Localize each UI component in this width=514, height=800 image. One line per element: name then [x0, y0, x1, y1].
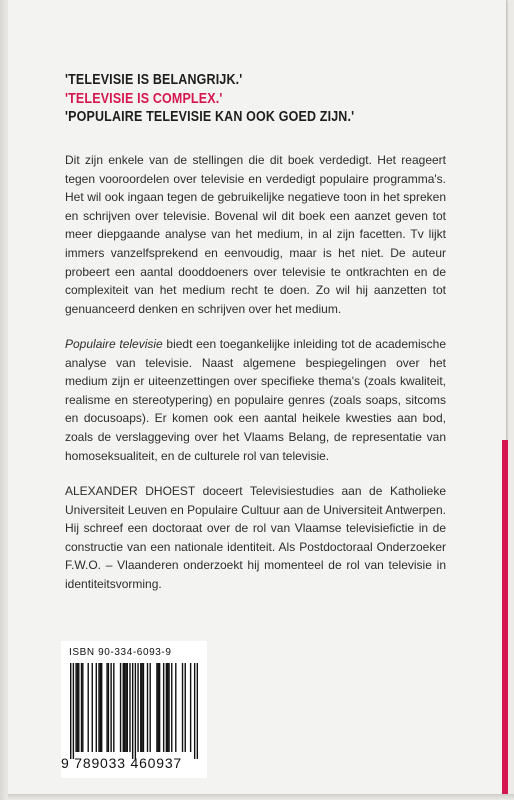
- barcode-bar: [159, 663, 160, 752]
- slogan-complex: 'TELEVISIE IS COMPLEX.': [65, 90, 223, 107]
- book-title: Populaire televisie: [65, 337, 163, 351]
- slogan-populair: 'POPULAIRE TELEVISIE KAN OOK GOED ZIJN.': [65, 109, 355, 125]
- barcode-bar: [82, 663, 83, 752]
- ean-digits: 9 789033 460937: [61, 755, 182, 771]
- barcode-bar: [185, 663, 186, 752]
- slogans: [65, 71, 354, 127]
- barcode-bars: [70, 663, 198, 759]
- barcode-bar: [92, 663, 93, 752]
- barcode-bar: [135, 663, 136, 759]
- barcode-bar: [125, 663, 126, 752]
- spine-shadow: [0, 0, 8, 800]
- barcode-bar: [101, 663, 102, 752]
- barcode-bar: [171, 663, 172, 752]
- barcode-bar: [166, 663, 167, 752]
- barcode-bar: [194, 663, 195, 759]
- barcode-bar: [75, 663, 76, 752]
- paragraph-book: [65, 335, 446, 465]
- barcode-bar: [158, 663, 159, 752]
- barcode-bar: [108, 663, 109, 752]
- barcode-bar: [113, 663, 114, 752]
- barcode-bar: [124, 663, 125, 752]
- barcode-bar: [140, 663, 141, 752]
- barcode-bar: [147, 663, 148, 752]
- barcode-bar: [96, 663, 97, 752]
- barcode-bar: [73, 663, 74, 759]
- barcode-bar: [168, 663, 169, 752]
- barcode-bar: [141, 663, 142, 752]
- barcode-bar: [182, 663, 183, 752]
- barcode-bar: [197, 663, 198, 759]
- barcode-bar: [98, 663, 99, 752]
- barcode-bar: [120, 663, 121, 752]
- accent-bar: [502, 440, 508, 794]
- paragraph-intro: Dit zijn enkele van de stellingen die dit boek verdedigt. Het reageert tegen vooroordelen over televisie en verdedigt populaire programma's. Het wil ook ingaan tegen de gebruikelijke negatieve toon in het spreken en schrijven over televisie. Bovenal wil dit boek een aanzet geven tot meer diepgaande analyse van het medium, in al zijn facetten. Tv lijkt immers vanzelfsprekend en eenvoudig, maar is het niet. De auteur probeert een aantal dooddoeners over televisie te ontkrachten en de complexiteit van het medium recht te doen. Zo wil hij aanzetten tot genuanceerd denken en schrijven over het medium.: [65, 153, 446, 316]
- barcode: [61, 641, 207, 778]
- barcode-bar: [190, 663, 191, 752]
- paragraph-author: ALEXANDER DHOEST doceert Televisiestudies aan de Katholieke Universiteit Leuven en Populaire Cultuur aan de Universiteit Antwerpen. Hij schreef een doctoraat over de rol van Vlaamse televisiefictie in de constructie van een nationale identiteit. Als Postdoctoraal Onderzoeker F.W.O. – Vlaanderen onderzoekt hij momenteel de rol van televisie in identiteitsvorming.: [65, 484, 446, 591]
- barcode-bar: [78, 663, 79, 752]
- barcode-bar: [81, 663, 82, 752]
- barcode-bar: [163, 663, 164, 752]
- barcode-bar: [156, 663, 157, 752]
- barcode-bar: [88, 663, 89, 752]
- barcode-bar: [167, 663, 168, 752]
- barcode-bar: [100, 663, 101, 752]
- barcode-bar: [106, 663, 107, 752]
- barcode-bar: [129, 663, 130, 752]
- isbn-label: ISBN 90-334-6093-9: [69, 647, 172, 658]
- bottom-shadow: [8, 794, 514, 800]
- barcode-bar: [175, 663, 176, 752]
- barcode-bar: [123, 663, 124, 752]
- barcode-bar: [70, 663, 71, 759]
- barcode-bar: [149, 663, 150, 752]
- barcode-bar: [127, 663, 128, 752]
- barcode-bar: [143, 663, 144, 752]
- barcode-bar: [132, 663, 133, 759]
- slogan-belangrijk: 'TELEVISIE IS BELANGRIJK.': [65, 72, 243, 88]
- barcode-bar: [110, 663, 111, 752]
- barcode-bar: [77, 663, 78, 752]
- barcode-bar: [137, 663, 138, 752]
- paragraph-book-text: biedt een toegankelijke inleiding tot de academische analyse van televisie. Naast algemene bespiegelingen over het medium zijn er uiteenzettingen over specifieke thema's (zoals kwaliteit, realisme en stereotypering) en populaire genres (zoals soaps, sitcoms en docusoaps). Er komen ook een aantal heikele kwesties aan bod, zoals de verslaggeving over het Vlaams Belang, de representatie van homoseksualiteit, en de culturele rol van televisie.: [65, 337, 446, 463]
